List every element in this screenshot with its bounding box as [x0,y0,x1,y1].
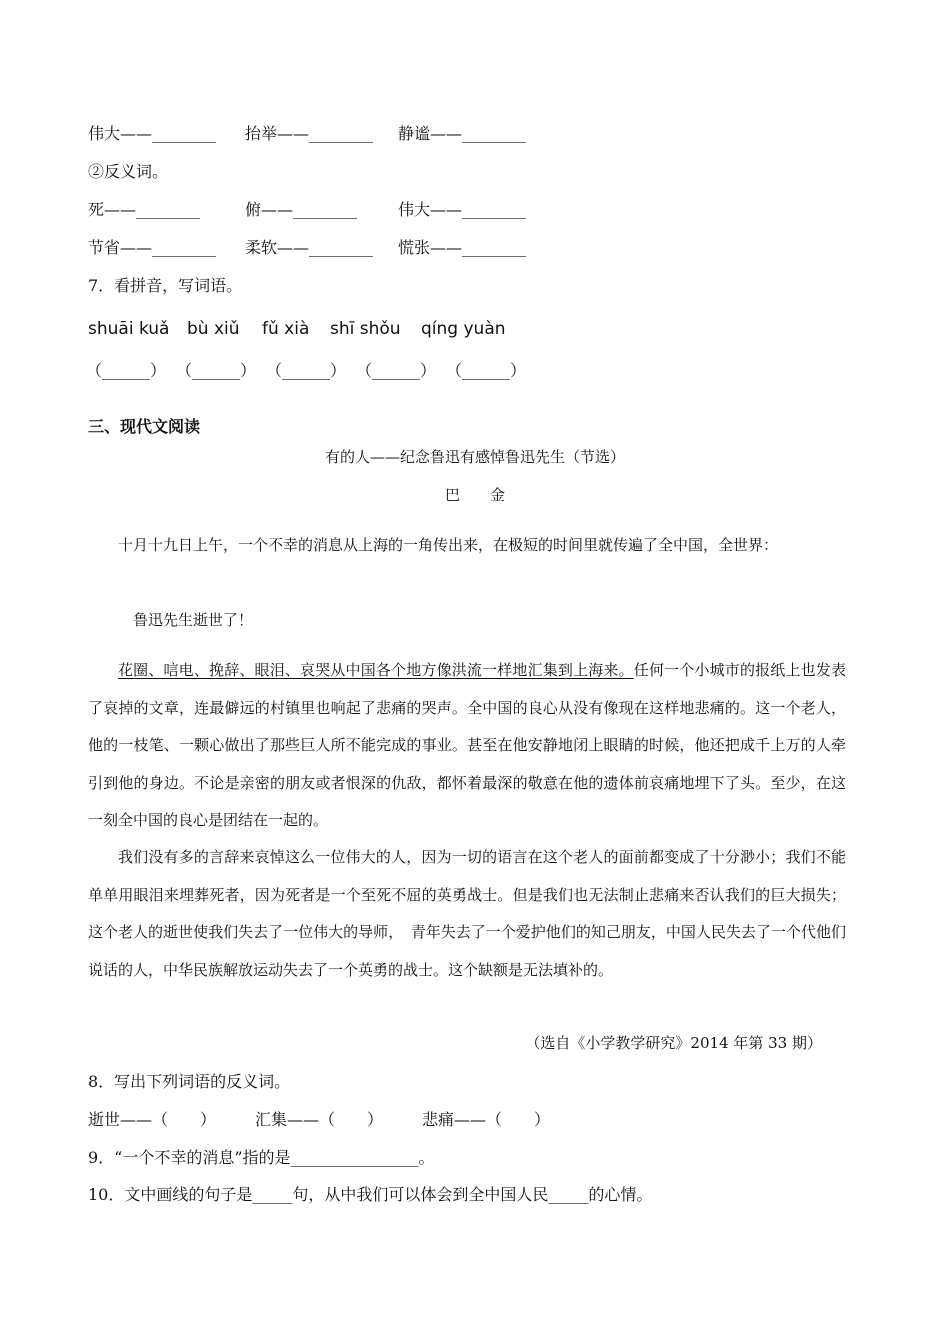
passage-author: 巴 金 [444,486,505,504]
word-blank[interactable]: 节省——________ [88,238,217,257]
antonym-blank[interactable]: 悲痛——（ ） [422,1110,551,1129]
word-blank[interactable]: 伟大——________ [88,124,217,143]
paragraph-text: 任何一个小城市的报纸上也发表了哀掉的文章，连最僻远的村镇里也响起了悲痛的哭声。全中国的良心从没有像现在这样地悲痛的。这一个老人，他的一枝笔、一颗心做出了那些巨人所不能完成的事业。甚至在他安静地闭上眼睛的时候，他还把成千上万的人牵引到他的身边。不论是亲密的朋友或者恨深的仇敌，都怀着最深的敬意在他的遗体前哀痛地埋下了头。至少，在这一刻全中国的良心是团结在一起的。 [88,661,846,829]
passage-paragraph-2: 鲁迅先生逝世了！ [133,611,254,629]
antonym-blank[interactable]: 汇集——（ ） [255,1110,384,1129]
pinyin-answer-row [86,360,536,382]
passage-title: 有的人——纪念鲁迅有感悼鲁迅先生（节选） [324,448,625,466]
word-blank[interactable]: 柔软——________ [245,238,374,257]
question-8-title: 8．写出下列词语的反义词。 [88,1072,291,1091]
answer-blank[interactable]: （______） [86,361,167,380]
antonym-heading: ②反义词。 [88,162,169,181]
pinyin-row [88,318,506,340]
answer-blank[interactable]: （______） [356,361,437,380]
word-blank[interactable]: 俯——________ [245,200,358,219]
pinyin-item: shuāi kuǎ [88,319,170,339]
word-blank[interactable]: 慌张——________ [398,238,527,257]
answer-blank[interactable]: （______） [176,361,257,380]
question-7-title: 7．看拼音，写词语。 [88,276,243,295]
passage-paragraph-1: 十月十九日上午，一个不幸的消息从上海的一角传出来，在极短的时间里就传遍了全中国，全世界： [118,536,779,554]
answer-blank[interactable]: （______） [266,361,347,380]
underlined-sentence: 花圈、唁电、挽辞、眼泪、哀哭从中国各个地方像洪流一样地汇集到上海来。 [118,661,634,679]
pinyin-item: shī shǒu [330,319,401,339]
synonym-row [88,123,548,145]
pinyin-item: qíng yuàn [421,319,506,339]
antonym-row-2 [88,237,548,259]
word-blank[interactable]: 死——________ [88,200,201,219]
word-blank[interactable]: 静谧——________ [398,124,527,143]
passage-paragraph-4: 我们没有多的言辞来哀悼这么一位伟大的人，因为一切的语言在这个老人的面前都变成了十分渺小；我们不能单单用眼泪来埋葬死者，因为死者是一个至死不屈的英勇战士。但是我们也无法制止悲痛来否认我们的巨大损失；这个老人的逝世使我们失去了一位伟大的导师， 青年失去了一个爱护他们的知己朋友，中国人民失去了一个代他们说话的人，中华民族解放运动失去了一个英勇的战士。这个缺额是无法填补的。 [88,848,846,979]
antonym-row-1 [88,199,548,221]
word-blank[interactable]: 抬举——________ [245,124,374,143]
section-heading: 三、现代文阅读 [88,417,201,436]
passage-paragraph-3 [88,652,846,840]
pinyin-item: fǔ xià [262,319,310,339]
question-8-items [88,1109,589,1131]
question-10[interactable]: 10．文中画线的句子是_____句，从中我们可以体会到全中国人民_____的心情。 [88,1185,653,1204]
passage-source: （选自《小学教学研究》2014 年第 33 期） [525,1034,822,1052]
pinyin-item: bù xiǔ [187,319,240,339]
question-9[interactable]: 9．“一个不幸的消息”指的是________________。 [88,1148,435,1167]
antonym-blank[interactable]: 逝世——（ ） [88,1110,217,1129]
answer-blank[interactable]: （______） [446,361,527,380]
word-blank[interactable]: 伟大——________ [398,200,527,219]
